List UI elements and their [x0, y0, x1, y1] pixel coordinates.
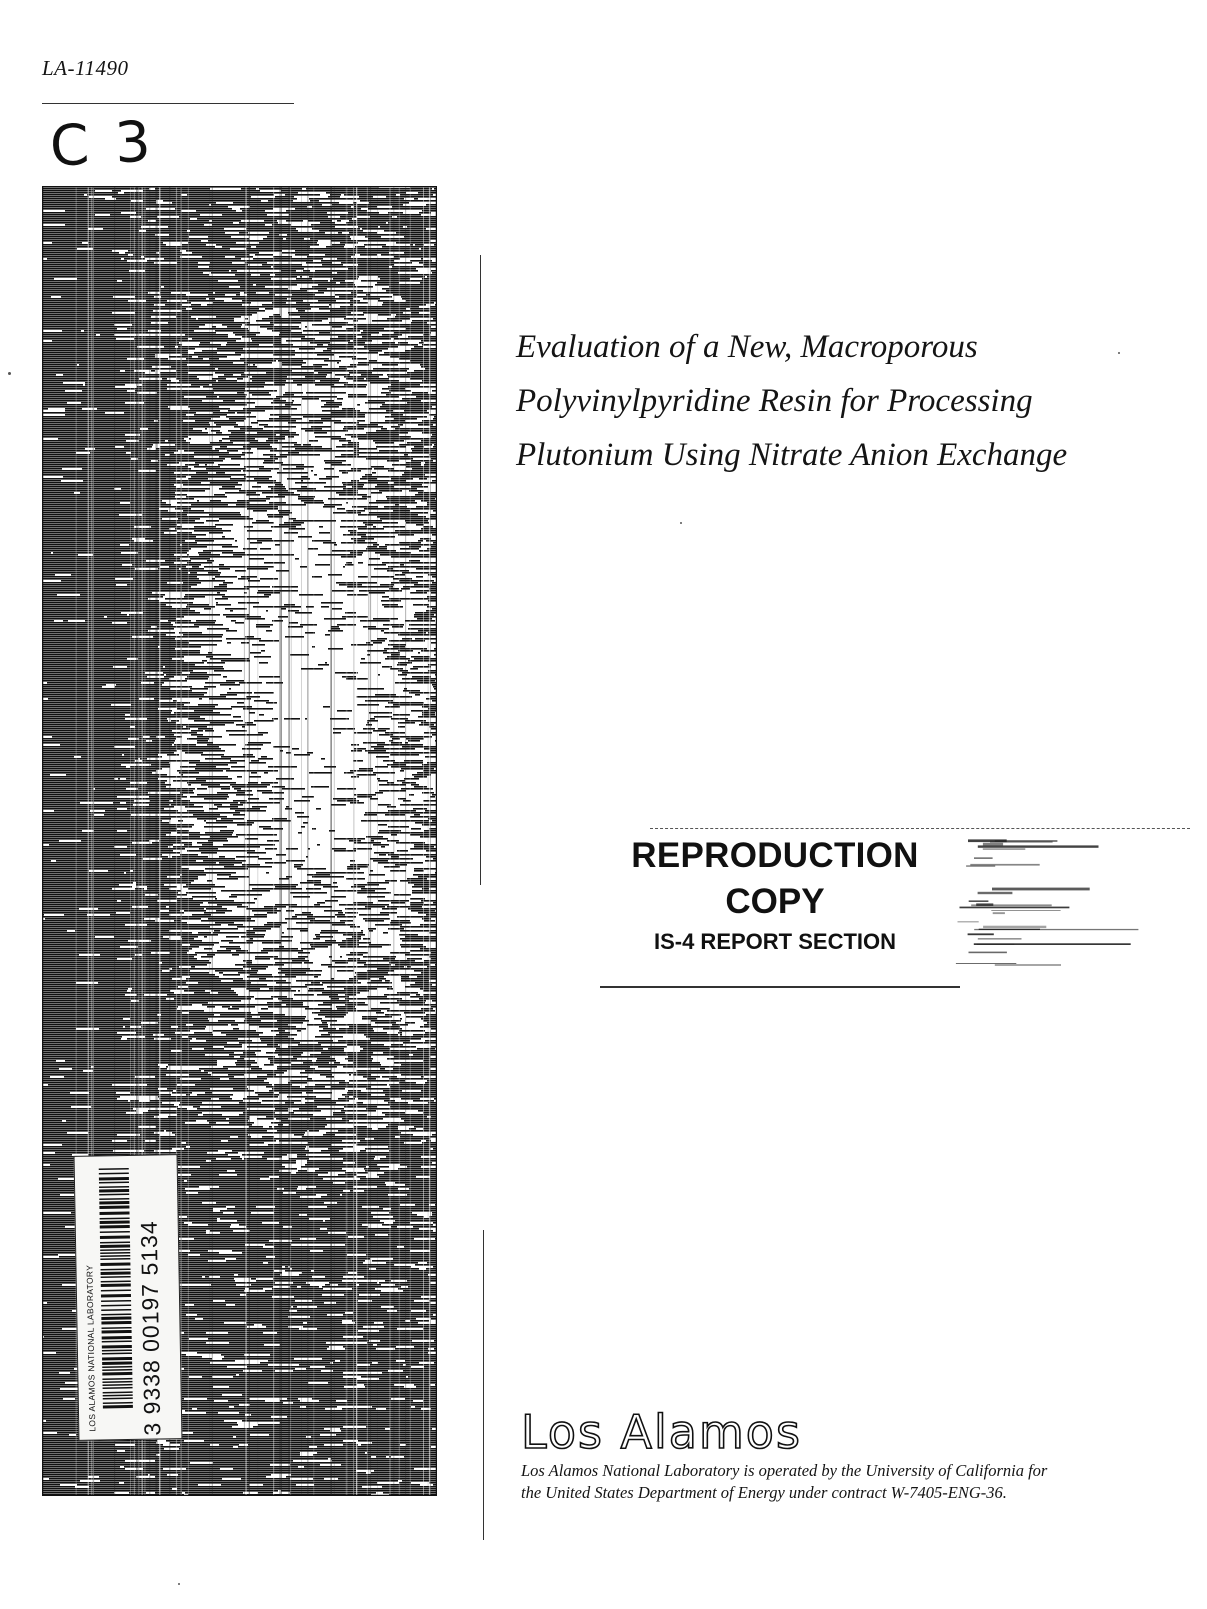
reproduction-stamp-bottom-rule	[600, 986, 960, 988]
stamp-line-copy: COPY	[725, 882, 825, 921]
report-number-rule	[42, 103, 294, 104]
vertical-divider-bottom	[483, 1230, 484, 1540]
stamp-scan-streaks	[955, 830, 1205, 980]
scan-speck	[680, 522, 682, 524]
reproduction-stamp-top-rule	[650, 828, 1190, 829]
report-number: LA-11490	[42, 56, 129, 80]
handwritten-copy-mark: C 3	[48, 109, 157, 180]
lab-operator-line: the United States Department of Energy under contract W-7405-ENG-36.	[521, 1483, 1007, 1502]
stamp-line-reproduction: REPRODUCTION	[631, 836, 919, 875]
lab-operator-statement	[521, 1460, 1181, 1504]
lab-operator-line: Los Alamos National Laboratory is operated by the University of California for	[521, 1461, 1048, 1480]
barcode-lab-text: LOS ALAMOS NATIONAL LABORATORY	[84, 1264, 98, 1432]
scan-speck	[1118, 352, 1120, 354]
barcode-digits: 3 9338 00197 5134	[135, 1220, 166, 1436]
report-title	[516, 320, 1176, 482]
scan-speck	[8, 372, 11, 375]
report-title-line: Evaluation of a New, Macroporous	[516, 329, 978, 365]
los-alamos-logo: Los Alamos	[521, 1405, 802, 1459]
barcode-label	[74, 1154, 183, 1441]
report-title-line: Plutonium Using Nitrate Anion Exchange	[516, 437, 1068, 473]
vertical-divider-top	[480, 255, 481, 885]
scan-speck	[178, 1583, 180, 1585]
stamp-line-section: IS-4 REPORT SECTION	[653, 929, 897, 954]
reproduction-stamp	[605, 830, 945, 980]
report-title-line: Polyvinylpyridine Resin for Processing	[516, 383, 1033, 419]
